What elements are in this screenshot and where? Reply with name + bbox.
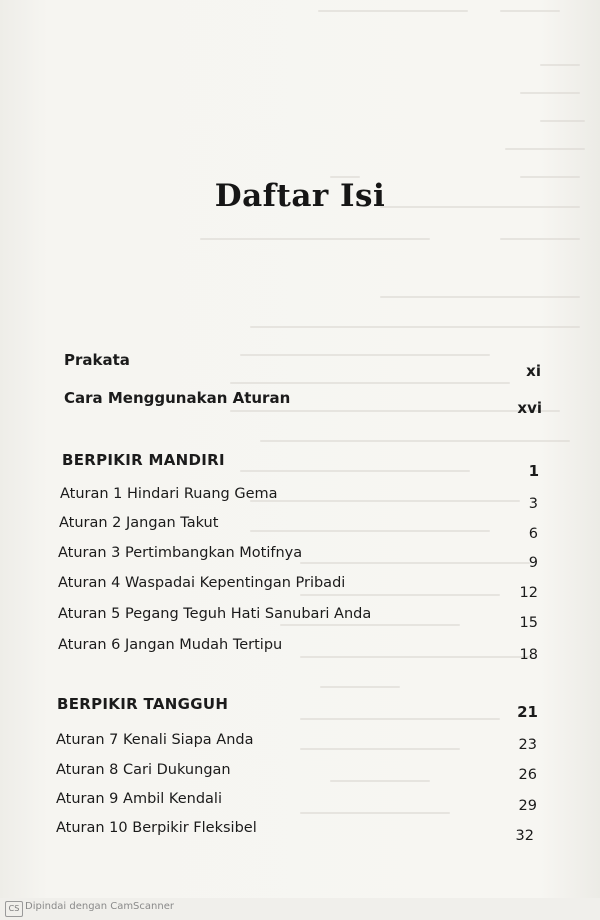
toc-entry-page: 23 xyxy=(518,737,537,753)
toc-entry-label: Aturan 3 Pertimbangkan Motifnya xyxy=(58,545,303,561)
toc-section-berpikir-mandiri xyxy=(62,451,539,480)
toc-section-berpikir-tangguh xyxy=(57,695,538,721)
toc-entry-label: Aturan 9 Ambil Kendali xyxy=(56,791,222,807)
toc-entry-label: Aturan 1 Hindari Ruang Gema xyxy=(60,486,278,502)
toc-entry-aturan-1 xyxy=(60,486,538,512)
toc-entry-page: 9 xyxy=(528,555,538,571)
toc-section-label: BERPIKIR TANGGUH xyxy=(57,695,229,713)
toc-entry-aturan-5 xyxy=(58,606,538,632)
toc-entry-label: Aturan 10 Berpikir Fleksibel xyxy=(56,820,257,836)
toc-entry-label: Aturan 8 Cari Dukungan xyxy=(56,762,231,778)
toc-entry-label: Aturan 6 Jangan Mudah Tertipu xyxy=(58,637,283,653)
toc-entry-aturan-4 xyxy=(58,575,538,601)
scanner-watermark xyxy=(0,898,600,920)
toc-entry-cara-menggunakan-aturan xyxy=(64,389,542,415)
toc-entry-page: 3 xyxy=(528,496,538,512)
toc-entry-page: 6 xyxy=(528,526,538,542)
toc-entry-aturan-10 xyxy=(56,820,534,846)
toc-entry-label: Cara Menggunakan Aturan xyxy=(64,389,291,407)
toc-entry-page: 32 xyxy=(515,828,534,844)
toc-entry-page: xvi xyxy=(517,399,542,417)
toc-entry-label: Aturan 2 Jangan Takut xyxy=(59,515,219,531)
toc-section-label: BERPIKIR MANDIRI xyxy=(62,451,225,469)
toc-entry-aturan-8 xyxy=(56,762,537,788)
toc-entry-page: 29 xyxy=(518,798,537,814)
camscanner-logo-icon: CS xyxy=(5,901,23,917)
toc-entry-aturan-6 xyxy=(58,637,538,663)
toc-entry-aturan-7 xyxy=(56,732,537,758)
toc-entry-prakata xyxy=(64,351,541,380)
toc-entry-aturan-3 xyxy=(58,545,538,571)
toc-entry-page: 18 xyxy=(519,647,538,663)
toc-entry-label: Aturan 7 Kenali Siapa Anda xyxy=(56,732,254,748)
toc-entry-page: 15 xyxy=(519,615,538,631)
toc-entry-page: 12 xyxy=(519,585,538,601)
scanner-watermark-text: Dipindai dengan CamScanner xyxy=(25,901,174,912)
toc-entry-page: 26 xyxy=(518,767,537,783)
toc-section-page: 21 xyxy=(517,703,538,721)
toc-entry-label: Prakata xyxy=(64,351,130,369)
page-title: Daftar Isi xyxy=(214,178,386,214)
toc-entry-page: xi xyxy=(526,362,541,380)
toc-entry-aturan-9 xyxy=(56,791,537,817)
toc-section-page: 1 xyxy=(528,462,539,480)
toc-entry-label: Aturan 4 Waspadai Kepentingan Pribadi xyxy=(58,575,346,591)
toc-entry-aturan-2 xyxy=(59,515,538,541)
toc-entry-label: Aturan 5 Pegang Teguh Hati Sanubari Anda xyxy=(58,606,372,622)
